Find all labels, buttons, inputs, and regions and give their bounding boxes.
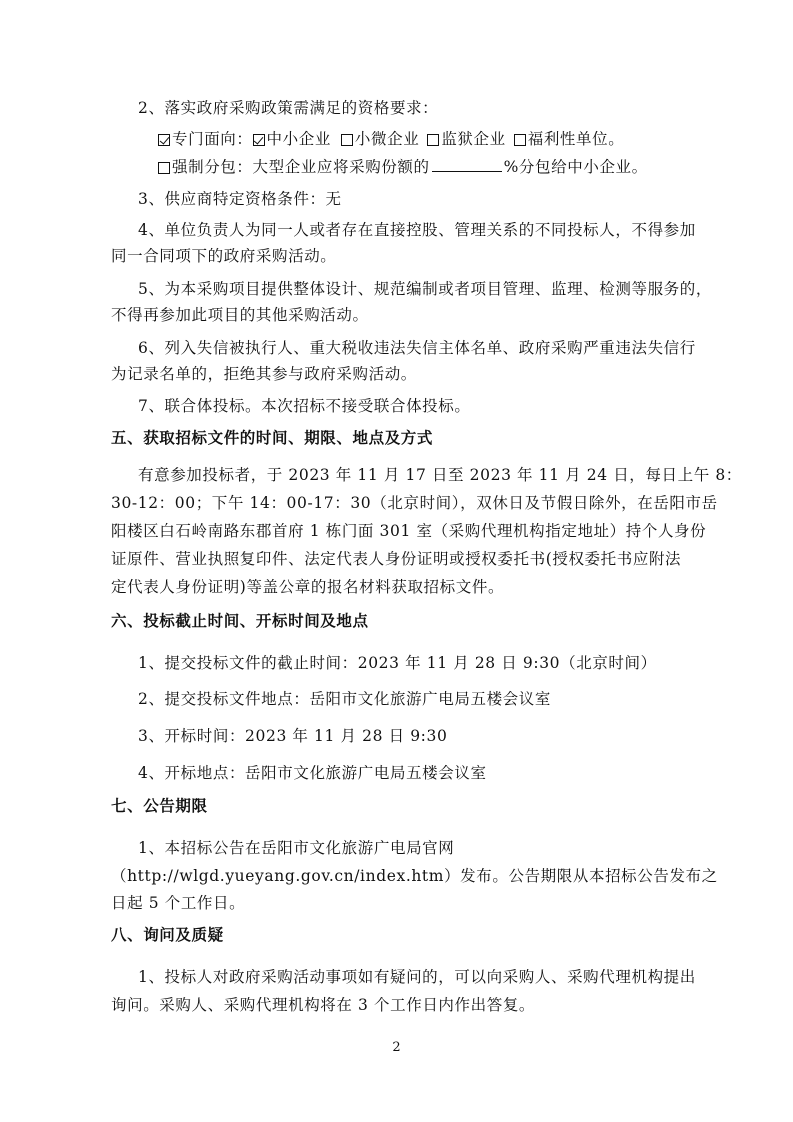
section-8-line-1: 1、投标人对政府采购活动事项如有疑问的，可以向采购人、采购代理机构提出: [138, 968, 696, 986]
section-7-heading: 七、公告期限: [111, 797, 208, 815]
section-5-heading: 五、获取招标文件的时间、期限、地点及方式: [111, 429, 434, 447]
option-welfare: 福利性单位。: [527, 130, 625, 148]
section-6-item-4: 4、开标地点：岳阳市文化旅游广电局五楼会议室: [138, 764, 487, 782]
option-sme: 中小企业: [266, 130, 331, 148]
option-checkbox-micro[interactable]: [341, 134, 353, 146]
section-5-line-5: 定代表人身份证明)等盖公章的报名材料获取招标文件。: [111, 578, 505, 596]
section-6-item-1: 1、提交投标文件的截止时间：2023 年 11 月 28 日 9:30（北京时间）: [138, 654, 657, 672]
option-checkbox-welfare[interactable]: [514, 134, 526, 146]
section-8-heading: 八、询问及质疑: [111, 926, 224, 944]
section-7-line-1: 1、本招标公告在岳阳市文化旅游广电局官网: [138, 839, 455, 857]
option-prison: 监狱企业: [441, 130, 506, 148]
forced-tail: %分包给中小企业。: [503, 158, 648, 176]
special-line: [158, 129, 738, 149]
section-8-line-2: 询问。采购人、采购代理机构将在 3 个工作日内作出答复。: [111, 996, 536, 1014]
forced-line: [158, 157, 738, 177]
section-7-line-3: 日起 5 个工作日。: [111, 894, 246, 912]
item-5-line-1: 5、为本采购项目提供整体设计、规范编制或者项目管理、监理、检测等服务的，: [138, 280, 712, 298]
section-7-line-2: （http://wlgd.yueyang.gov.cn/index.htm）发布。公告期限从本招标公告发布之: [111, 867, 718, 885]
special-label: 专门面向：: [172, 130, 253, 148]
item-4-line-1: 4、单位负责人为同一人或者存在直接控股、管理关系的不同投标人，不得参加: [138, 221, 696, 239]
item-6-line-1: 6、列入失信被执行人、重大税收违法失信主体名单、政府采购严重违法失信行: [138, 339, 696, 357]
section-6-heading: 六、投标截止时间、开标时间及地点: [111, 612, 369, 630]
special-checkbox[interactable]: [158, 134, 170, 146]
item-7: 7、联合体投标。本次招标不接受联合体投标。: [138, 397, 471, 415]
forced-label: 强制分包：大型企业应将采购份额的: [172, 158, 430, 176]
page-number: 2: [392, 1040, 401, 1055]
item-3: 3、供应商特定资格条件：无: [138, 190, 342, 208]
item-6-line-2: 为记录名单的，拒绝其参与政府采购活动。: [111, 365, 417, 383]
option-checkbox-sme[interactable]: [253, 134, 265, 146]
item-5-line-2: 不得再参加此项目的其他采购活动。: [111, 306, 369, 324]
section-5-line-2: 30-12：00；下午 14：00-17：30（北京时间），双休日及节假日除外，在岳阳市岳: [111, 494, 718, 512]
section-5-line-4: 证原件、营业执照复印件、法定代表人身份证明或授权委托书(授权委托书应附法: [111, 550, 682, 568]
item-4-line-2: 同一合同项下的政府采购活动。: [111, 247, 337, 265]
section-5-line-3: 阳楼区白石岭南路东郡首府 1 栋门面 301 室（采购代理机构指定地址）持个人身份: [111, 522, 707, 540]
percent-blank: [432, 157, 502, 172]
item-2: 2、落实政府采购政策需满足的资格要求：: [138, 99, 439, 117]
section-6-item-3: 3、开标时间：2023 年 11 月 28 日 9:30: [138, 727, 448, 745]
forced-checkbox[interactable]: [158, 162, 170, 174]
option-checkbox-prison[interactable]: [427, 134, 439, 146]
section-5-line-1: 有意参加投标者，于 2023 年 11 月 17 日至 2023 年 11 月 24 日，每日上午 8：: [138, 466, 742, 484]
section-6-item-2: 2、提交投标文件地点：岳阳市文化旅游广电局五楼会议室: [138, 690, 551, 708]
option-micro: 小微企业: [354, 130, 420, 148]
